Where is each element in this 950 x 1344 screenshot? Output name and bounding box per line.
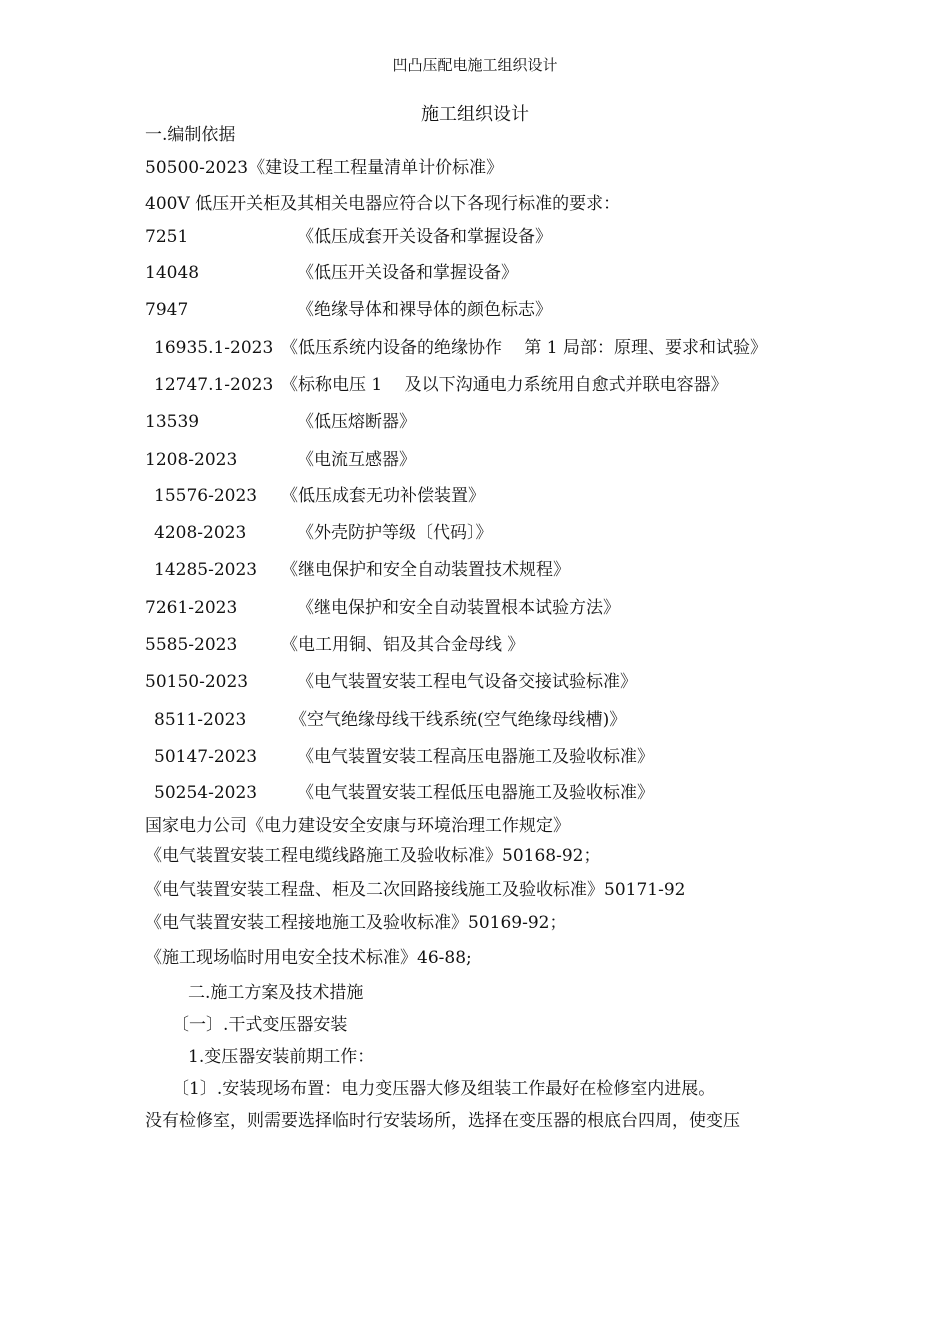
paragraph-line: 没有检修室，则需要选择临时行安装场所，选择在变压器的根底台四周，使变压 xyxy=(145,1111,740,1131)
standard-name: 《电气装置安装工程低压电器施工及验收标准》 xyxy=(297,783,654,803)
standard-row xyxy=(145,671,845,693)
standard-row xyxy=(145,782,845,804)
standard-name: 《低压熔断器》 xyxy=(297,412,416,432)
standard-code: 5585-2023 xyxy=(145,635,238,655)
standard-name: 《电气装置安装工程电气设备交接试验标准》 xyxy=(297,672,637,692)
standard-line-temp: 《施工现场临时用电安全技术标准》46-88; xyxy=(145,948,472,968)
standard-row xyxy=(145,449,845,471)
page-header: 凹凸压配电施工组织设计 xyxy=(392,56,558,74)
standard-code: 12747.1-2023 xyxy=(154,375,274,395)
standard-line-ground: 《电气装置安装工程接地施工及验收标准》50169-92； xyxy=(145,913,567,933)
standard-row xyxy=(145,485,845,507)
section-heading-2: 二.施工方案及技术措施 xyxy=(188,983,364,1003)
standard-name: 《低压成套开关设备和掌握设备》 xyxy=(297,227,552,247)
standard-name: 《绝缘导体和裸导体的颜色标志》 xyxy=(297,300,552,320)
standard-row xyxy=(145,374,845,396)
standard-name: 《继电保护和安全自动装置根本试验方法》 xyxy=(297,598,620,618)
subsection-heading: 〔一〕.干式变压器安装 xyxy=(172,1015,348,1035)
standard-row xyxy=(145,411,845,433)
standard-line-gb50500: 50500-2023《建设工程工程量清单计价标准》 xyxy=(145,158,504,178)
standard-row xyxy=(145,522,845,544)
standard-name: 《标称电压 1 及以下沟通电力系统用自愈式并联电容器》 xyxy=(281,375,728,395)
standard-row xyxy=(145,262,845,284)
standard-row xyxy=(145,709,845,731)
standard-code: 4208-2023 xyxy=(154,523,247,543)
standard-code: 1208-2023 xyxy=(145,450,238,470)
standard-code: 7947 xyxy=(145,300,189,320)
paragraph-line: 〔1〕.安装现场布置：电力变压器大修及组装工作最好在检修室内进展。 xyxy=(172,1079,716,1099)
standard-code: 7261-2023 xyxy=(145,598,238,618)
subsection-item: 1.变压器安装前期工作： xyxy=(188,1047,375,1067)
standard-code: 50150-2023 xyxy=(145,672,249,692)
standard-name: 《低压成套无功补偿装置》 xyxy=(281,486,485,506)
section-heading-1: 一.编制依据 xyxy=(145,125,236,145)
standard-line-panel: 《电气装置安装工程盘、柜及二次回路接线施工及验收标准》50171-92 xyxy=(145,880,686,900)
regulation-line: 国家电力公司《电力建设安全安康与环境治理工作规定》 xyxy=(145,816,570,836)
doc-title: 施工组织设计 xyxy=(421,104,529,125)
requirement-line-400v: 400V 低压开关柜及其相关电器应符合以下各现行标准的要求： xyxy=(145,194,621,214)
standard-code: 14285-2023 xyxy=(154,560,258,580)
standard-row xyxy=(145,337,845,359)
standard-row xyxy=(145,597,845,619)
standard-code: 16935.1-2023 xyxy=(154,338,274,358)
standard-name: 《电流互感器》 xyxy=(297,450,416,470)
standard-code: 50254-2023 xyxy=(154,783,258,803)
standard-row xyxy=(145,634,845,656)
standard-line-cable: 《电气装置安装工程电缆线路施工及验收标准》50168-92； xyxy=(145,846,601,866)
standard-name: 《低压系统内设备的绝缘协作 第 1 局部：原理、要求和试验》 xyxy=(281,338,768,358)
standard-name: 《电工用铜、铝及其合金母线 》 xyxy=(281,635,525,655)
standard-row xyxy=(145,226,845,248)
standard-code: 7251 xyxy=(145,227,189,247)
standard-name: 《空气绝缘母线干线系统(空气绝缘母线槽)》 xyxy=(290,710,627,730)
standard-code: 14048 xyxy=(145,263,200,283)
standard-name: 《低压开关设备和掌握设备》 xyxy=(297,263,518,283)
standard-name: 《电气装置安装工程高压电器施工及验收标准》 xyxy=(297,747,654,767)
standard-code: 50147-2023 xyxy=(154,747,258,767)
standard-name: 《继电保护和安全自动装置技术规程》 xyxy=(281,560,570,580)
standard-row xyxy=(145,299,845,321)
standard-name: 《外壳防护等级〔代码〕》 xyxy=(297,523,493,543)
standard-row xyxy=(145,746,845,768)
standard-row xyxy=(145,559,845,581)
standard-code: 8511-2023 xyxy=(154,710,247,730)
standard-code: 15576-2023 xyxy=(154,486,258,506)
standard-code: 13539 xyxy=(145,412,200,432)
